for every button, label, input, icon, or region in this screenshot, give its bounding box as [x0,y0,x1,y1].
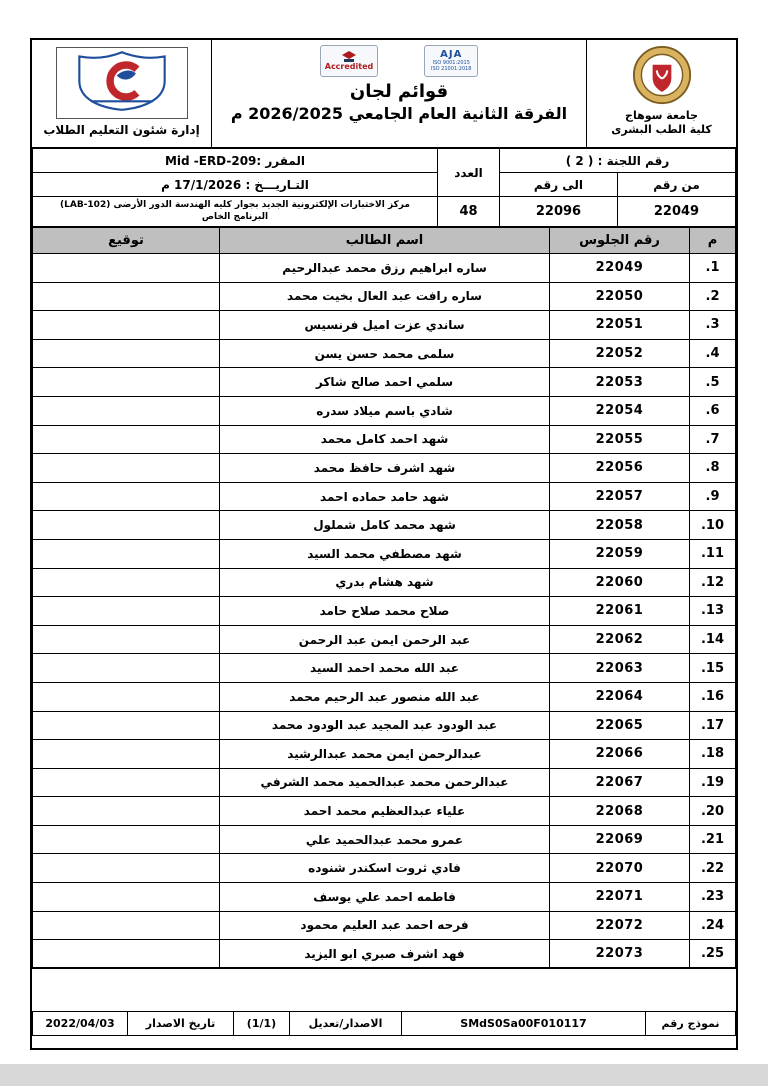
row-seat: 22049 [550,254,690,283]
row-seat: 22057 [550,482,690,511]
table-row [33,339,736,368]
document-title: قوائم لجان [349,81,449,102]
badge-accredited-label: Accredited [324,62,374,71]
row-seat: 22070 [550,854,690,883]
signature-cell [33,482,220,511]
signature-cell [33,768,220,797]
footer-table [32,1011,736,1036]
signature-cell [33,711,220,740]
table-row [33,911,736,940]
form-number-code: SMdS0Sa00F010117 [402,1012,646,1036]
table-row [33,311,736,340]
signature-cell [33,597,220,626]
exam-date: التـاريـــخ : 17/1/2026 م [33,173,438,197]
row-name: شهد احمد كامل محمد [220,425,550,454]
signature-cell [33,539,220,568]
row-seat: 22053 [550,368,690,397]
iso-line-2: ISO 21001:2018 [431,66,472,72]
row-name: شادي باسم ميلاد سدره [220,396,550,425]
column-header-name: اسم الطالب [220,228,550,254]
row-name: شهد اشرف حافظ محمد [220,454,550,483]
issue-date-label: تاريخ الاصدار [128,1012,234,1036]
from-number-label: من رقم [618,173,736,197]
table-row [33,825,736,854]
committee-info-table [32,148,736,227]
signature-cell [33,282,220,311]
row-index: 8. [690,454,736,483]
table-row [33,568,736,597]
accreditation-badge-icon [320,45,379,77]
signature-cell [33,454,220,483]
committee-number: رقم اللجنة : ( 2 ) [499,149,735,173]
row-name: ساره رافت عبد العال بخيت محمد [220,282,550,311]
row-index: 13. [690,597,736,626]
accreditation-badges [320,45,479,77]
table-row [33,454,736,483]
row-index: 24. [690,911,736,940]
row-seat: 22052 [550,339,690,368]
to-number-label: الى رقم [499,173,617,197]
row-name: ساندي عزت اميل فرنسيس [220,311,550,340]
table-row [33,711,736,740]
row-seat: 22058 [550,511,690,540]
row-seat: 22071 [550,883,690,912]
row-seat: 22055 [550,425,690,454]
form-number-label: نموذج رقم [646,1012,736,1036]
row-index: 19. [690,768,736,797]
row-index: 23. [690,883,736,912]
row-seat: 22063 [550,654,690,683]
admin-logo-box [56,47,188,119]
signature-cell [33,797,220,826]
exam-location-line1: مركز الاختبارات الإلكترونية الجديد بجوار كليه الهندسة الدور الأرضى (LAB-102) [60,200,410,211]
table-row [33,396,736,425]
table-row [33,854,736,883]
signature-cell [33,854,220,883]
row-index: 9. [690,482,736,511]
row-index: 17. [690,711,736,740]
row-seat: 22061 [550,597,690,626]
issue-label: الاصدار/تعديل [290,1012,402,1036]
iso-line-1: ISO 9001:2015 [432,60,470,66]
from-number-value: 22049 [618,197,736,227]
row-name: عبد الله منصور عبد الرحيم محمد [220,682,550,711]
page-header [32,40,736,148]
row-seat: 22051 [550,311,690,340]
table-row [33,654,736,683]
signature-cell [33,654,220,683]
to-number-value: 22096 [499,197,617,227]
signature-cell [33,425,220,454]
column-header-signature: توقيع [33,228,220,254]
table-row [33,482,736,511]
document-subtitle: الفرقة الثانية العام الجامعي 2026/2025 م [230,104,568,123]
signature-cell [33,311,220,340]
row-seat: 22054 [550,396,690,425]
column-header-index: م [690,228,736,254]
issue-value: (1/1) [234,1012,290,1036]
signature-cell [33,568,220,597]
row-seat: 22060 [550,568,690,597]
row-seat: 22050 [550,282,690,311]
column-header-seat: رقم الجلوس [550,228,690,254]
row-seat: 22065 [550,711,690,740]
header-center-section [212,40,586,147]
row-name: عبدالرحمن محمد عبدالحميد محمد الشرفي [220,768,550,797]
signature-cell [33,911,220,940]
exam-location [33,197,438,227]
row-name: عمرو محمد عبدالحميد علي [220,825,550,854]
student-table-body [33,254,736,969]
table-row [33,625,736,654]
course-label: المقرر :Mid -ERD-209 [33,149,438,173]
row-seat: 22059 [550,539,690,568]
aja-badge-icon [424,45,478,77]
row-seat: 22073 [550,940,690,969]
table-row [33,740,736,769]
row-index: 12. [690,568,736,597]
university-logo-icon [632,45,692,109]
signature-cell [33,396,220,425]
row-seat: 22068 [550,797,690,826]
signature-cell [33,625,220,654]
signature-cell [33,511,220,540]
aja-label: AJA [440,49,463,60]
row-seat: 22072 [550,911,690,940]
row-index: 18. [690,740,736,769]
university-section [586,40,736,147]
admin-section [32,40,212,147]
row-seat: 22056 [550,454,690,483]
row-name: عبدالرحمن ايمن محمد عبدالرشيد [220,740,550,769]
row-seat: 22069 [550,825,690,854]
table-row [33,282,736,311]
signature-cell [33,740,220,769]
exam-location-line2: البرنامج الخاص [201,211,269,222]
row-name: شهد هشام بدري [220,568,550,597]
page-edge-shadow [0,1064,768,1086]
row-seat: 22062 [550,625,690,654]
row-name: علياء عبدالعظيم محمد احمد [220,797,550,826]
row-seat: 22066 [550,740,690,769]
row-index: 7. [690,425,736,454]
table-row [33,797,736,826]
signature-cell [33,940,220,969]
table-row [33,254,736,283]
row-seat: 22067 [550,768,690,797]
row-name: سلمي احمد صالح شاكر [220,368,550,397]
row-name: فاطمه احمد علي يوسف [220,883,550,912]
page-footer [32,1011,736,1036]
row-index: 16. [690,682,736,711]
signature-cell [33,825,220,854]
table-row [33,768,736,797]
row-index: 5. [690,368,736,397]
row-name: فرحه احمد عبد العليم محمود [220,911,550,940]
row-name: سلمى محمد حسن يسن [220,339,550,368]
row-index: 3. [690,311,736,340]
student-table [32,227,736,969]
row-seat: 22064 [550,682,690,711]
row-name: فهد اشرف صبري ابو اليزيد [220,940,550,969]
row-index: 25. [690,940,736,969]
admin-office-label: إدارة شئون التعليم الطلاب [43,123,200,137]
table-row [33,597,736,626]
faculty-name: كلية الطب البشرى [611,122,712,136]
table-row [33,940,736,969]
row-index: 6. [690,396,736,425]
table-row [33,425,736,454]
row-name: صلاح محمد صلاح حامد [220,597,550,626]
table-row [33,368,736,397]
table-row [33,539,736,568]
row-index: 14. [690,625,736,654]
row-index: 21. [690,825,736,854]
row-index: 22. [690,854,736,883]
row-name: عبد الودود عبد المجيد عبد الودود محمد [220,711,550,740]
signature-cell [33,682,220,711]
document-frame [30,38,738,1050]
row-index: 10. [690,511,736,540]
signature-cell [33,339,220,368]
count-label: العدد [437,149,499,197]
row-index: 2. [690,282,736,311]
row-name: عبد الله محمد احمد السيد [220,654,550,683]
student-table-header-row [33,228,736,254]
row-index: 11. [690,539,736,568]
row-index: 1. [690,254,736,283]
row-index: 4. [690,339,736,368]
row-name: عبد الرحمن ايمن عبد الرحمن [220,625,550,654]
university-name: جامعة سوهاج [625,109,698,122]
admin-logo-icon [68,49,176,117]
count-value: 48 [437,197,499,227]
row-name: شهد مصطفي محمد السيد [220,539,550,568]
signature-cell [33,254,220,283]
row-index: 20. [690,797,736,826]
table-row [33,682,736,711]
row-index: 15. [690,654,736,683]
row-name: شهد حامد حماده احمد [220,482,550,511]
table-row [33,511,736,540]
signature-cell [33,883,220,912]
row-name: ساره ابراهيم رزق محمد عبدالرحيم [220,254,550,283]
signature-cell [33,368,220,397]
table-row [33,883,736,912]
row-name: فادي ثروت اسكندر شنوده [220,854,550,883]
issue-date-value: 2022/04/03 [33,1012,128,1036]
row-name: شهد محمد كامل شملول [220,511,550,540]
